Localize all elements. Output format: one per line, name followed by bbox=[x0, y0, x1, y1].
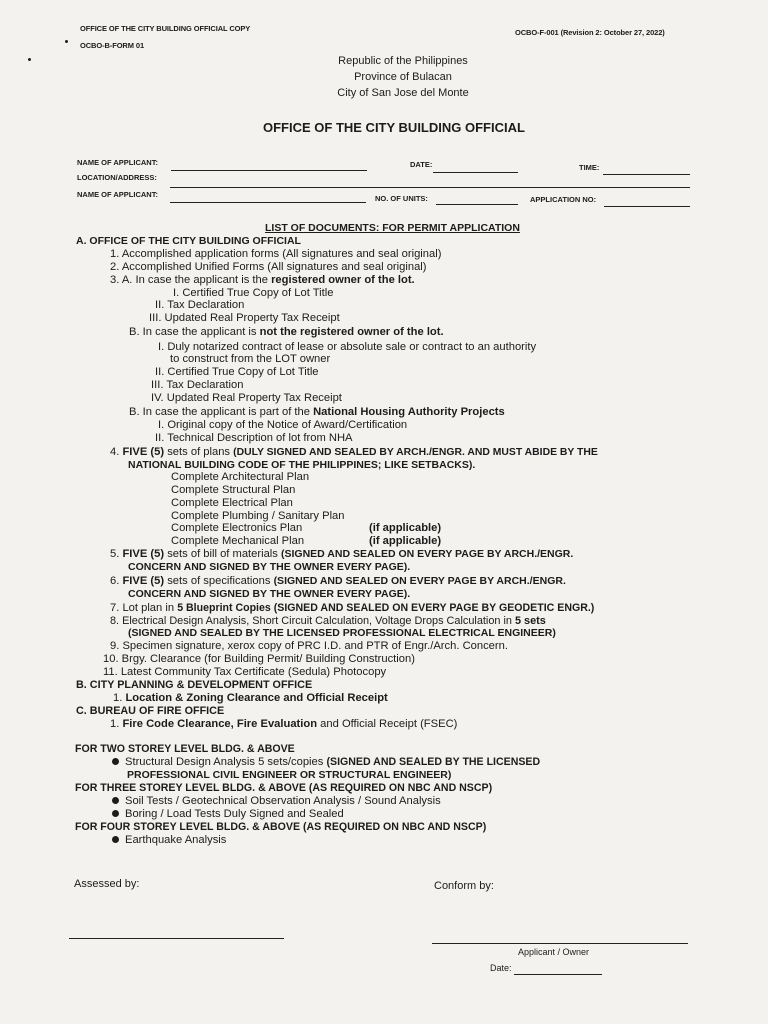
list-item: B. In case the applicant is part of the National Housing Authority Projects bbox=[129, 406, 505, 418]
bullet-icon bbox=[112, 836, 119, 843]
bullet-item: Earthquake Analysis bbox=[112, 834, 226, 847]
list-item: 10. Brgy. Clearance (for Building Permit/ Building Construction) bbox=[103, 653, 415, 665]
applicant-name-label: NAME OF APPLICANT: bbox=[77, 158, 158, 167]
bullet-icon bbox=[112, 797, 119, 804]
scan-dot bbox=[65, 40, 68, 43]
date-label: DATE: bbox=[410, 160, 433, 169]
list-subitem: III. Tax Declaration bbox=[151, 379, 244, 391]
copy-label: OFFICE OF THE CITY BUILDING OFFICIAL COPY bbox=[80, 24, 251, 33]
list-item: 1. Accomplished application forms (All signatures and seal original) bbox=[110, 248, 442, 260]
applicant-signature-line[interactable] bbox=[432, 943, 688, 944]
bullet-item-cont: PROFESSIONAL CIVIL ENGINEER OR STRUCTURAL ENGINEER) bbox=[127, 769, 452, 781]
list-title: LIST OF DOCUMENTS: FOR PERMIT APPLICATION bbox=[265, 222, 520, 234]
list-item-cont: NATIONAL BUILDING CODE OF THE PHILIPPINES; LIKE SETBACKS). bbox=[128, 459, 476, 471]
plan-item: Complete Mechanical Plan bbox=[171, 535, 305, 547]
plan-item: Complete Electrical Plan bbox=[171, 497, 293, 509]
applicant-owner-label: Applicant / Owner bbox=[518, 947, 590, 957]
time-label: TIME: bbox=[579, 163, 600, 172]
bullet-icon bbox=[112, 810, 119, 817]
section-c-heading: C. BUREAU OF FIRE OFFICE bbox=[76, 705, 225, 717]
plan-item: Complete Plumbing / Sanitary Plan bbox=[171, 510, 345, 522]
list-item-cont: (SIGNED AND SEALED BY THE LICENSED PROFESSIONAL ELECTRICAL ENGINEER) bbox=[128, 627, 556, 639]
list-item-cont: CONCERN AND SIGNED BY THE OWNER EVERY PAGE). bbox=[128, 561, 411, 573]
assessed-by-signature-line[interactable] bbox=[69, 938, 284, 939]
list-subitem: IV. Updated Real Property Tax Receipt bbox=[151, 392, 342, 404]
revision-label: OCBO-F-001 (Revision 2: October 27, 2022) bbox=[515, 28, 665, 37]
list-subitem: to construct from the LOT owner bbox=[170, 353, 331, 365]
bullet-item: Structural Design Analysis 5 sets/copies (SIGNED AND SEALED BY THE LICENSED bbox=[112, 756, 540, 769]
location-label: LOCATION/ADDRESS: bbox=[77, 173, 157, 182]
signature-date-field[interactable] bbox=[514, 974, 602, 975]
location-field[interactable] bbox=[170, 187, 690, 188]
list-subitem: II. Technical Description of lot from NHA bbox=[155, 432, 353, 444]
applicant-name-2-label: NAME OF APPLICANT: bbox=[77, 190, 158, 199]
list-item: 1. Location & Zoning Clearance and Official Receipt bbox=[113, 692, 388, 704]
time-field[interactable] bbox=[603, 174, 690, 175]
list-item: 3. A. In case the applicant is the registered owner of the lot. bbox=[110, 274, 415, 286]
list-item-cont: CONCERN AND SIGNED BY THE OWNER EVERY PAGE). bbox=[128, 588, 411, 600]
four-storey-heading: FOR FOUR STOREY LEVEL BLDG. & ABOVE (AS REQUIRED ON NBC AND NSCP) bbox=[75, 821, 487, 833]
list-item: 4. FIVE (5) sets of plans (DULY SIGNED AND SEALED BY ARCH./ENGR. AND MUST ABIDE BY THE bbox=[110, 446, 598, 458]
gov-line-3: City of San Jose del Monte bbox=[337, 87, 469, 99]
application-no-label: APPLICATION NO: bbox=[530, 195, 597, 204]
units-label: NO. OF UNITS: bbox=[375, 194, 428, 203]
applicant-name-2-field[interactable] bbox=[170, 202, 366, 203]
two-storey-heading: FOR TWO STOREY LEVEL BLDG. & ABOVE bbox=[75, 743, 295, 755]
list-subitem: I. Certified True Copy of Lot Title bbox=[173, 287, 334, 299]
list-item: 7. Lot plan in 5 Blueprint Copies (SIGNED AND SEALED ON EVERY PAGE BY GEODETIC ENGR.) bbox=[110, 602, 595, 614]
gov-line-1: Republic of the Philippines bbox=[338, 55, 468, 67]
gov-line-2: Province of Bulacan bbox=[354, 71, 452, 83]
conform-by-label: Conform by: bbox=[434, 880, 494, 892]
assessed-by-label: Assessed by: bbox=[74, 878, 140, 890]
bullet-icon bbox=[112, 758, 119, 765]
list-item: 5. FIVE (5) sets of bill of materials (SIGNED AND SEALED ON EVERY PAGE BY ARCH./ENGR. bbox=[110, 548, 574, 560]
list-subitem: III. Updated Real Property Tax Receipt bbox=[149, 312, 340, 324]
list-item: 1. Fire Code Clearance, Fire Evaluation and Official Receipt (FSEC) bbox=[110, 718, 458, 730]
plan-item: Complete Structural Plan bbox=[171, 484, 296, 496]
form-code: OCBO-B-FORM 01 bbox=[80, 41, 145, 50]
list-subitem: II. Tax Declaration bbox=[155, 299, 245, 311]
scan-dot bbox=[28, 58, 31, 61]
if-applicable-note: (if applicable) bbox=[369, 522, 442, 534]
list-item: 2. Accomplished Unified Forms (All signatures and seal original) bbox=[110, 261, 427, 273]
if-applicable-note: (if applicable) bbox=[369, 535, 442, 547]
list-item: 8. Electrical Design Analysis, Short Circuit Calculation, Voltage Drops Calculation in 5 sets bbox=[110, 615, 546, 627]
signature-date-label: Date: bbox=[490, 963, 512, 973]
bullet-item: Boring / Load Tests Duly Signed and Sealed bbox=[112, 808, 344, 821]
date-field[interactable] bbox=[433, 172, 518, 173]
units-field[interactable] bbox=[436, 204, 518, 205]
list-item: 6. FIVE (5) sets of specifications (SIGNED AND SEALED ON EVERY PAGE BY ARCH./ENGR. bbox=[110, 575, 566, 587]
list-subitem: II. Certified True Copy of Lot Title bbox=[155, 366, 319, 378]
section-a-heading: A. OFFICE OF THE CITY BUILDING OFFICIAL bbox=[76, 235, 301, 247]
bullet-item: Soil Tests / Geotechnical Observation Analysis / Sound Analysis bbox=[112, 795, 441, 808]
plan-item: Complete Architectural Plan bbox=[171, 471, 310, 483]
list-item: 11. Latest Community Tax Certificate (Sedula) Photocopy bbox=[103, 666, 387, 678]
applicant-name-field[interactable] bbox=[171, 170, 367, 171]
page-title: OFFICE OF THE CITY BUILDING OFFICIAL bbox=[263, 120, 525, 135]
list-item: B. In case the applicant is not the registered owner of the lot. bbox=[129, 326, 444, 338]
list-subitem: I. Original copy of the Notice of Award/Certification bbox=[158, 419, 408, 431]
list-subitem: I. Duly notarized contract of lease or absolute sale or contract to an authority bbox=[158, 341, 537, 353]
three-storey-heading: FOR THREE STOREY LEVEL BLDG. & ABOVE (AS REQUIRED ON NBC AND NSCP) bbox=[75, 782, 493, 794]
application-no-field[interactable] bbox=[604, 206, 690, 207]
plan-item: Complete Electronics Plan bbox=[171, 522, 303, 534]
list-item: 9. Specimen signature, xerox copy of PRC I.D. and PTR of Engr./Arch. Concern. bbox=[110, 640, 508, 652]
section-b-heading: B. CITY PLANNING & DEVELOPMENT OFFICE bbox=[76, 679, 313, 691]
